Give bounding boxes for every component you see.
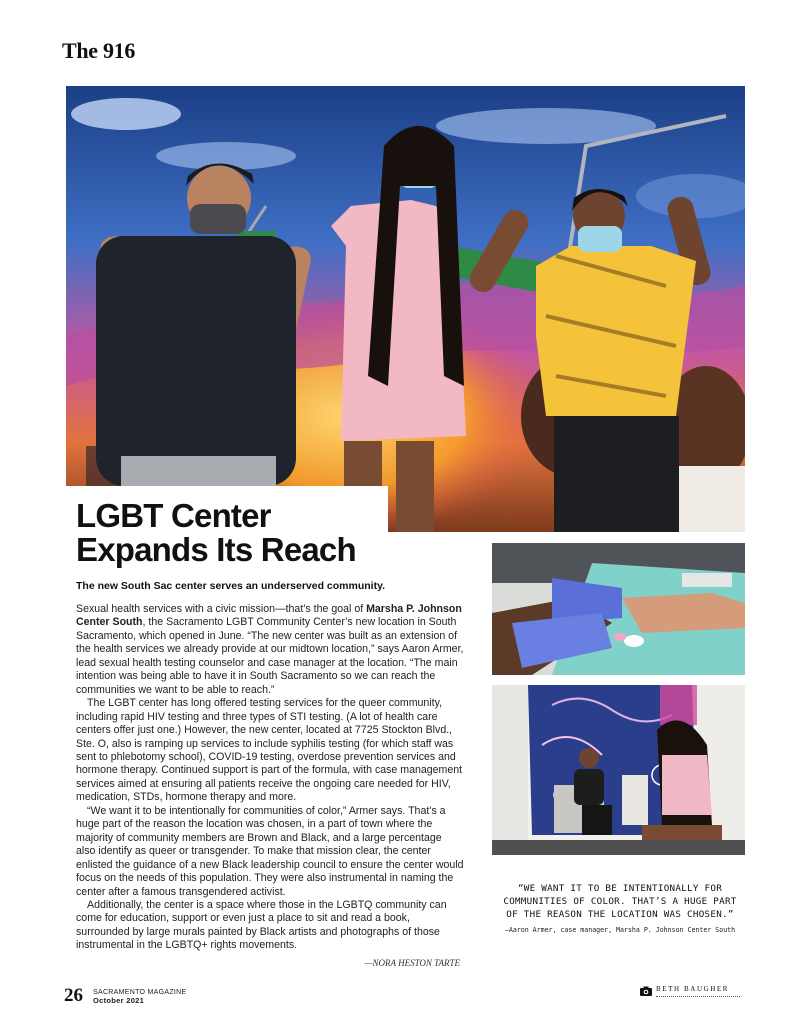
page-number: 26 (64, 985, 83, 1006)
article-body (76, 603, 464, 953)
center-name: Marsha P. Johnson Center South (76, 603, 462, 629)
credit-rule (656, 996, 740, 997)
paragraph-1: Sexual health services with a civic mission—that’s the goal of Marsha P. Johnson Center South, the Sacramento LGBT Community Center’s new location in South Sacramento, which opened in June. “The new center was built as an extension of the health services we already provide at our midtown location,” says Aaron Armer, lead sexual health testing counselor and case manager at the location. “The main intention was being able to have it in South Sacramento so we can reach the communities we want to be able to reach.” (76, 603, 464, 696)
hero-photo (66, 86, 745, 532)
paragraph-3: “We want it to be intentionally for communities of color,” Armer says. That’s a huge part of the reason the location was chosen, in a part of town where the majority of community members are Brown and Black, and a large percentage also identify as queer or transgender. To make that mission clear, the center enlisted the guidance of a new Black leadership council to ensure the center would focus on the needs of this population. They were also instrumental in naming the center after a famous transgendered activist. (76, 804, 464, 898)
interior-photo (492, 685, 745, 855)
byline: —NORA HESTON TARTE (364, 958, 460, 968)
section-label: The 916 (62, 38, 136, 63)
photo-credit (640, 985, 750, 1001)
headline-line-1: LGBT Center (76, 497, 271, 534)
paragraph-2: The LGBT center has long offered testing services for the queer community, including rapid HIV testing and three types of STI testing. (A lot of health care centers offer just one.) However, the new center, located at 7725 Stockton Blvd., Ste. O, also is ramping up services to include syphilis testing (for which staff was sent to phlebotomy school), COVID-19 testing, overdose prevention services and hormone therapy. Continued support is part of the formula, with case management services aimed at ensuring all patients receive the ongoing care needed for HIV, medication, STDs, hormone therapy and more. (76, 697, 463, 804)
testing-photo (492, 543, 745, 675)
issue-date: October 2021 (93, 996, 145, 1005)
dek: The new South Sac center serves an underserved community. (76, 580, 386, 592)
headline-line-2: Expands Its Reach (76, 531, 356, 568)
pull-quote-attribution: –Aaron Armer, case manager, Marsha P. Johnson Center South (504, 926, 736, 934)
magazine-info (93, 989, 186, 1005)
pull-quote: “WE WANT IT TO BE INTENTIONALLY FOR COMMUNITIES OF COLOR. THAT’S A HUGE PART OF THE REASON THE LOCATION WAS CHOSEN.” (503, 883, 737, 920)
paragraph-4: Additionally, the center is a space where those in the LGBTQ community can come for education, support or even just a place to sit and read a book, surrounded by large murals painted by Black artists and photographs of those instrumental in the LGBTQ+ rights movements. (76, 898, 447, 952)
magazine-name: SACRAMENTO MAGAZINE (93, 989, 187, 996)
photographer-name: BETH BAUGHER (656, 985, 730, 993)
headline (76, 499, 406, 567)
camera-icon (640, 986, 652, 996)
